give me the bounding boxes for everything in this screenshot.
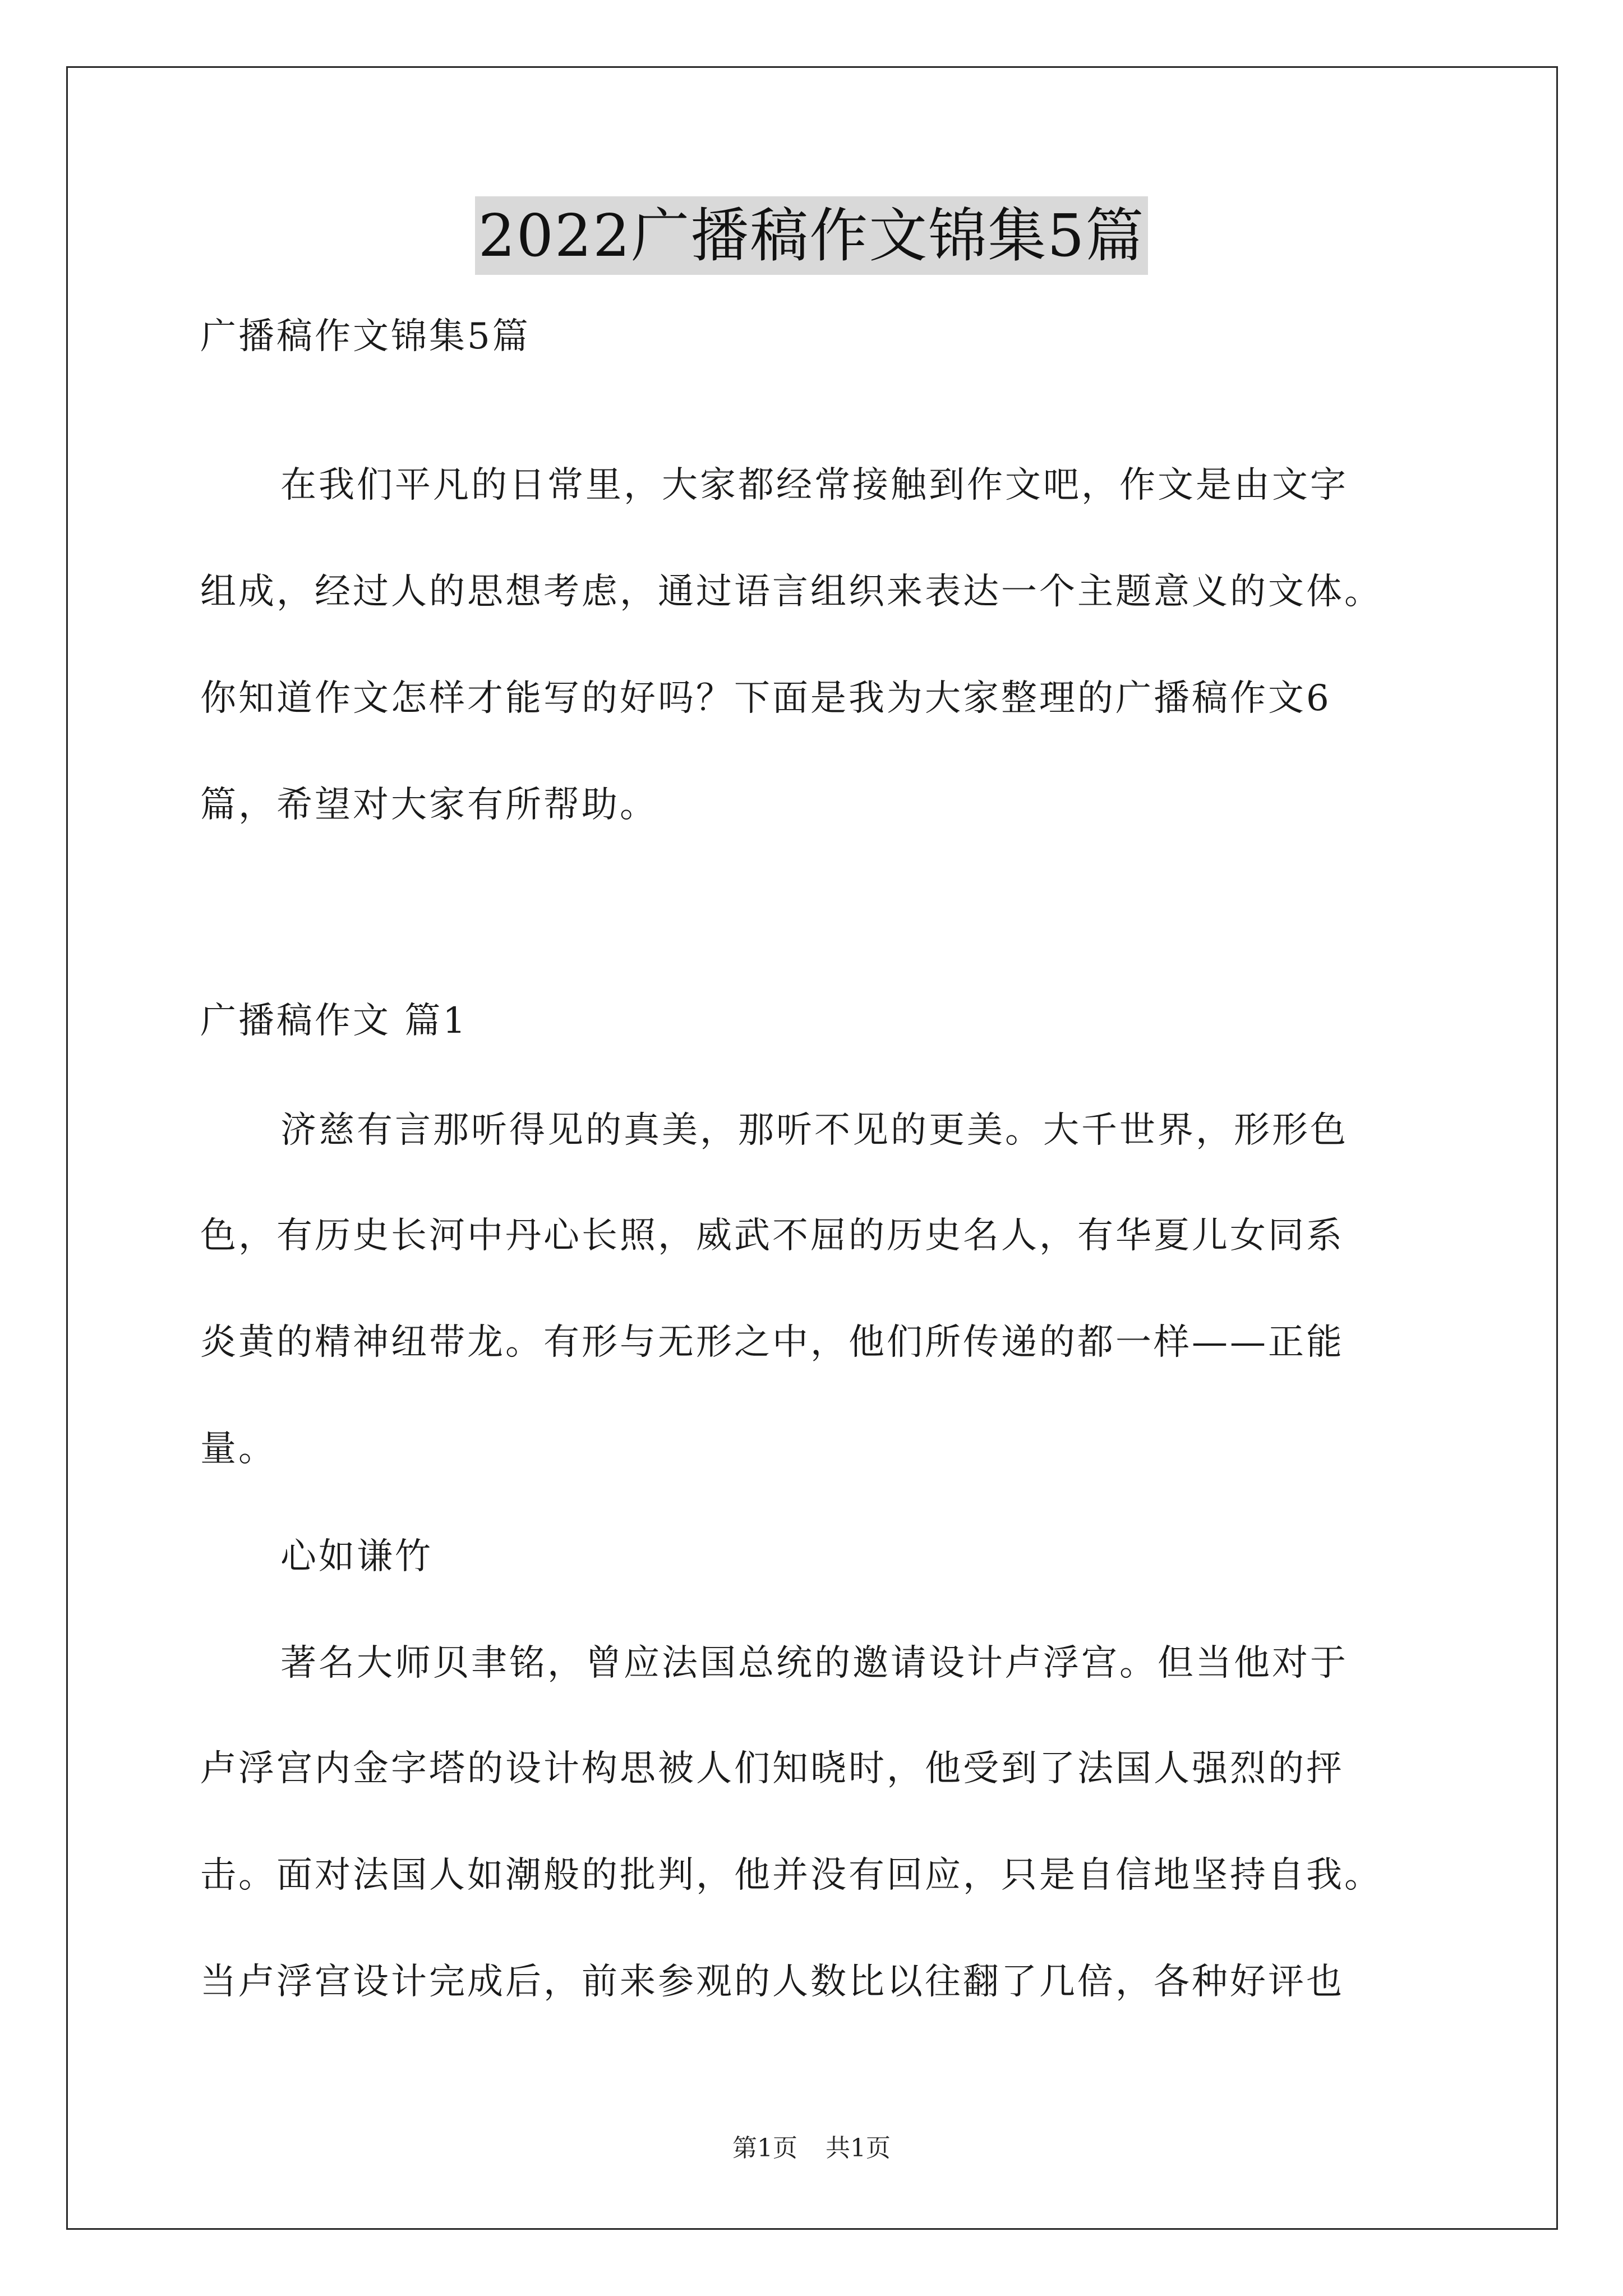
- intro-line-2: 组成，经过人的思想考虑，通过语言组织来表达一个主题意义的文体。: [200, 571, 1382, 613]
- intro-line-4: 篇，希望对大家有所帮助。: [200, 784, 658, 826]
- section-line-1: 济慈有言那听得见的真美，那听不见的更美。大千世界，形形色: [280, 1110, 1348, 1151]
- page-total: 共1页: [826, 2134, 891, 2162]
- document-title: 2022广播稿作文锦集5篇: [475, 196, 1149, 275]
- section-2-line-1: 著名大师贝聿铭，曾应法国总统的邀请设计卢浮宫。但当他对于: [280, 1642, 1348, 1684]
- page-number: 第1页: [732, 2134, 797, 2162]
- section-line-3: 炎黄的精神纽带龙。有形与无形之中，他们所传递的都一样——正能: [200, 1322, 1344, 1363]
- intro-line-3: 你知道作文怎样才能写的好吗？下面是我为大家整理的广播稿作文6: [200, 678, 1331, 719]
- section-2-line-2: 卢浮宫内金字塔的设计构思被人们知晓时，他受到了法国人强烈的抨: [200, 1748, 1344, 1789]
- intro-line-1: 在我们平凡的日常里，大家都经常接触到作文吧，作文是由文字: [280, 464, 1348, 506]
- section-line-4: 量。: [200, 1428, 276, 1470]
- subheading: 心如谦竹: [280, 1536, 433, 1577]
- document-subtitle: 广播稿作文锦集5篇: [200, 316, 531, 357]
- section-2-line-3: 击。面对法国人如潮般的批判，他并没有回应，只是自信地坚持自我。: [200, 1855, 1382, 1896]
- section-heading: 广播稿作文 篇1: [200, 1000, 468, 1042]
- page-footer: [0, 2132, 1623, 2165]
- title-container: [0, 196, 1623, 275]
- section-line-2: 色，有历史长河中丹心长照，威武不屈的历史名人，有华夏儿女同系: [200, 1215, 1344, 1257]
- section-2-line-4: 当卢浮宫设计完成后，前来参观的人数比以往翻了几倍，各种好评也: [200, 1961, 1344, 2003]
